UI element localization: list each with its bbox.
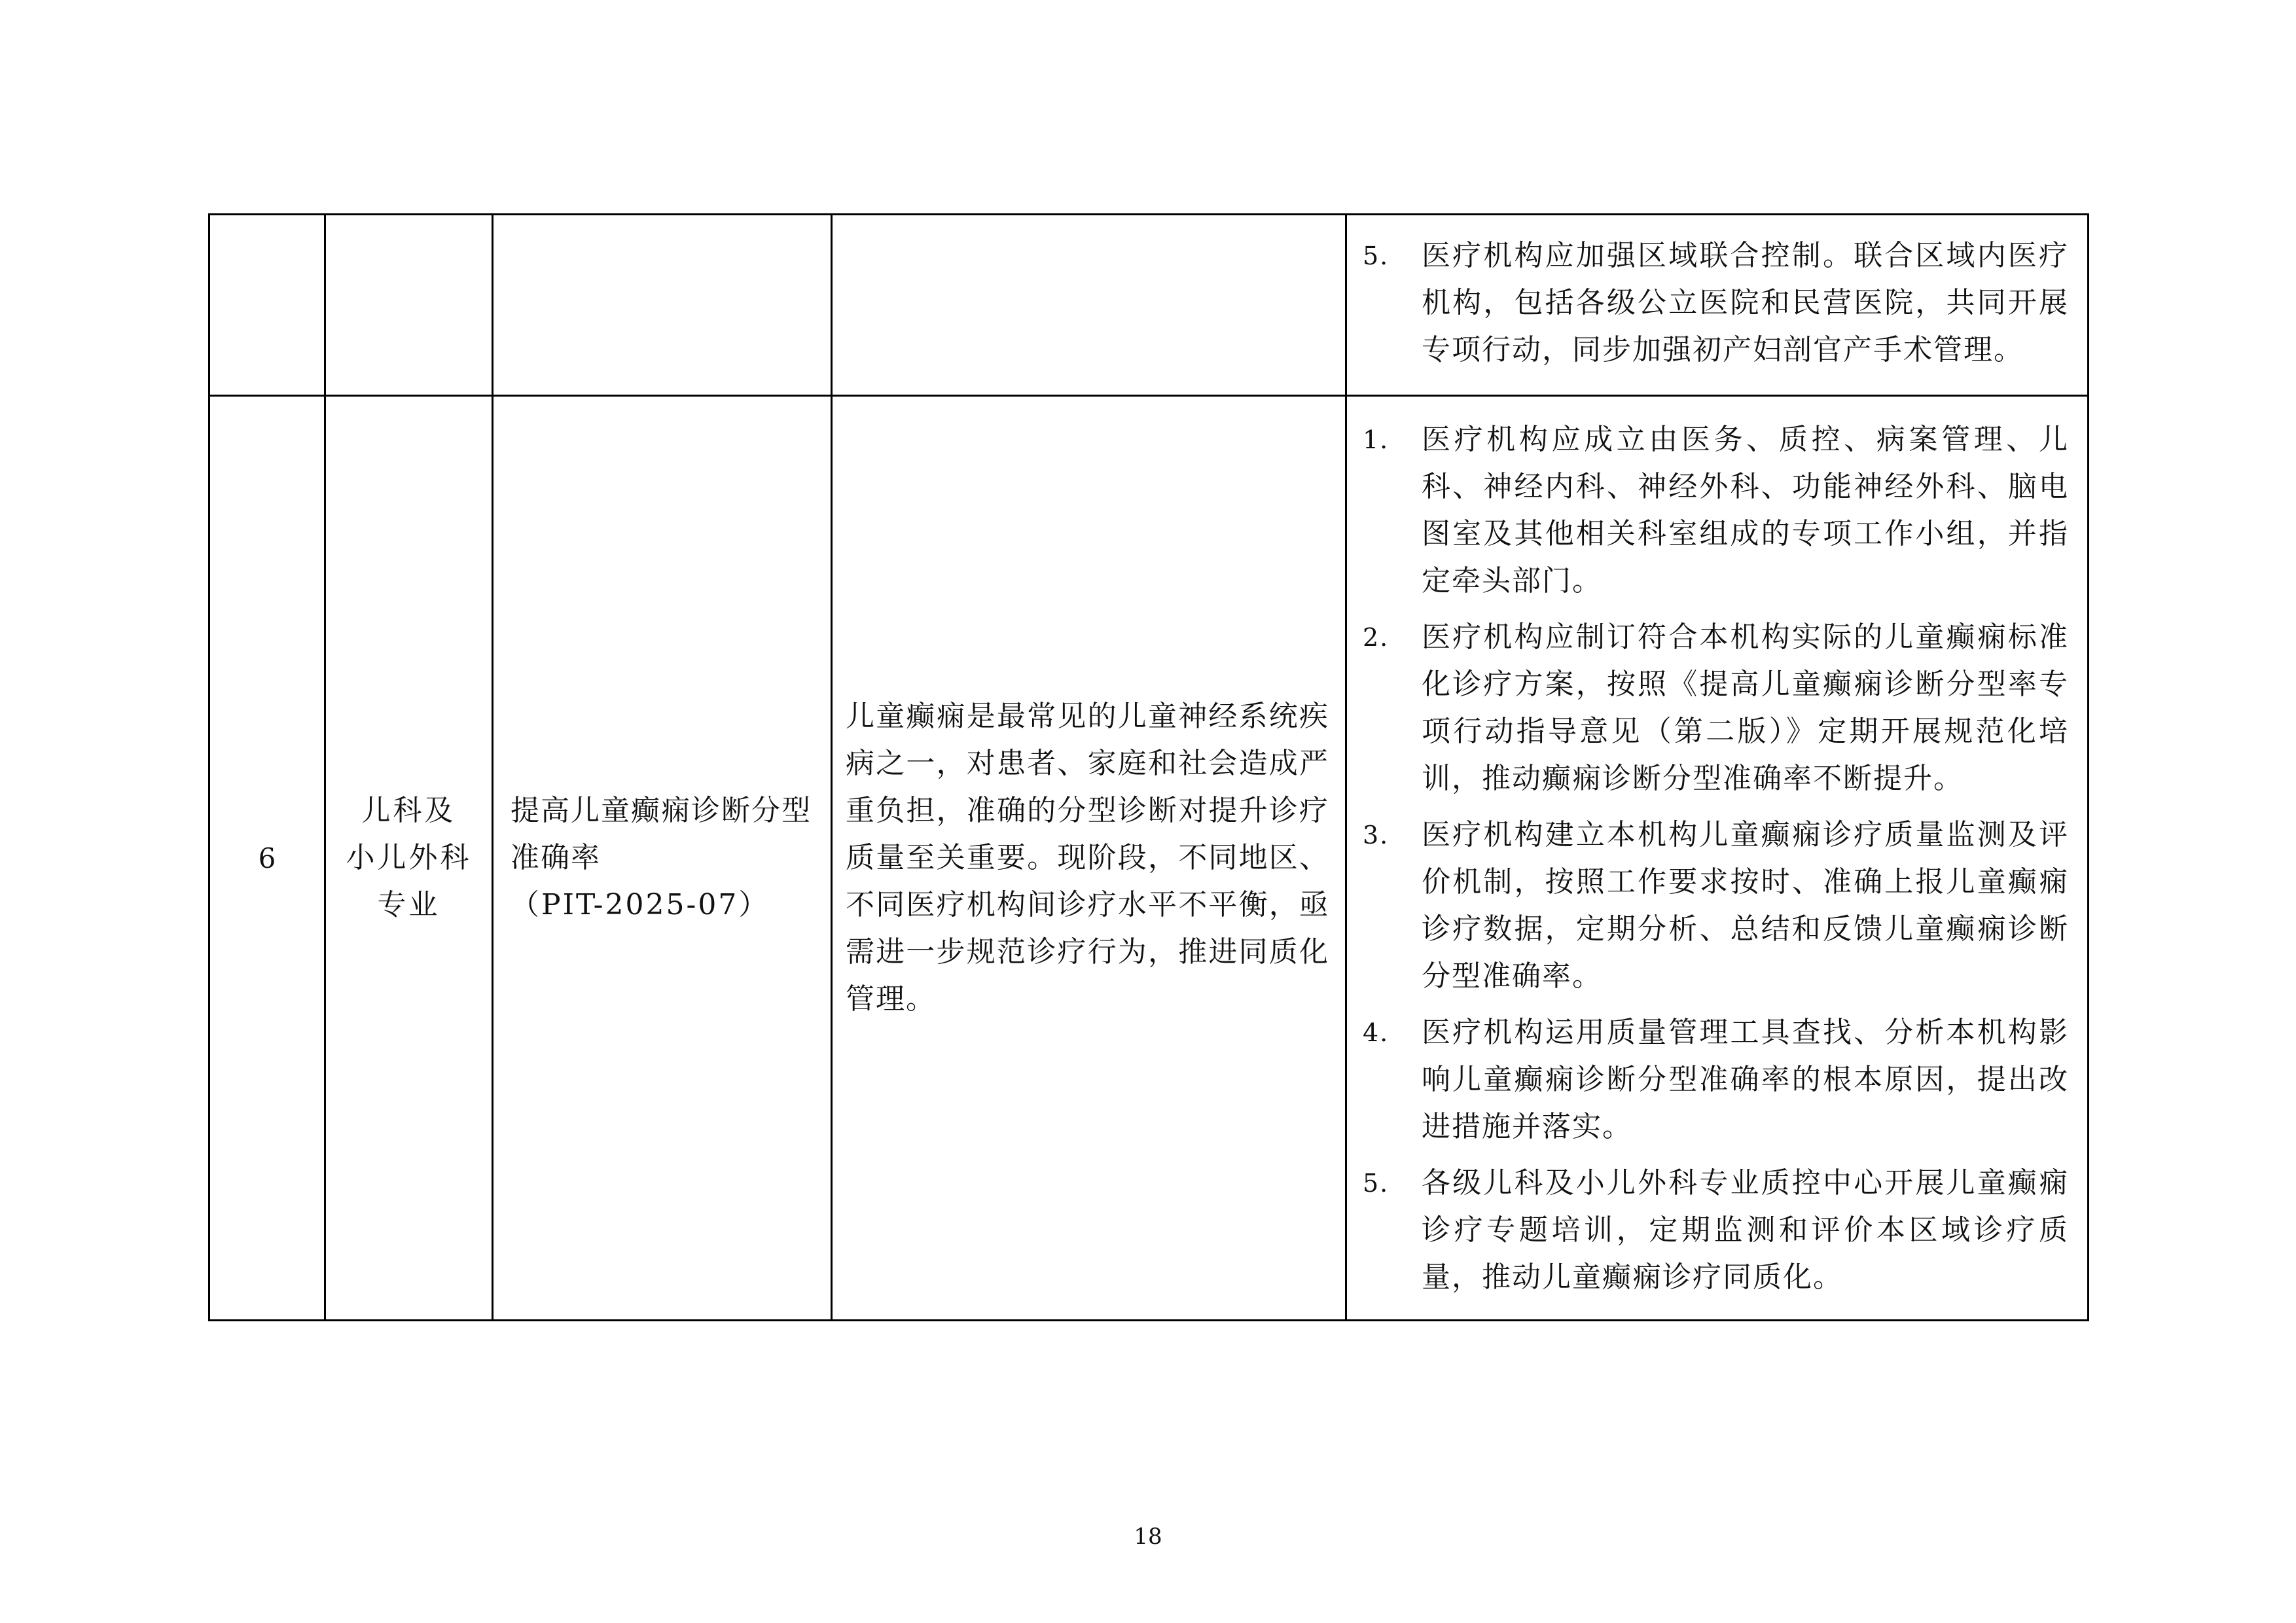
item-text: 各级儿科及小儿外科专业质控中心开展儿童癫痫诊疗专题培训，定期监测和评价本区域诊疗质量，推动儿童癫痫诊疗同质化。 bbox=[1422, 1166, 2069, 1294]
goal-cell bbox=[493, 215, 832, 396]
item-text: 医疗机构建立本机构儿童癫痫诊疗质量监测及评价机制，按照工作要求按时、准确上报儿童癫痫诊疗数据，定期分析、总结和反馈儿童癫痫诊断分型准确率。 bbox=[1422, 818, 2069, 993]
item-text: 医疗机构应加强区域联合控制。联合区域内医疗机构，包括各级公立医院和民营医院，共同开展专项行动，同步加强初产妇剖官产手术管理。 bbox=[1422, 239, 2069, 366]
item-number: 1. bbox=[1363, 425, 1390, 454]
table-row bbox=[209, 396, 2089, 1321]
item-number: 2. bbox=[1363, 623, 1390, 652]
list-item bbox=[1363, 614, 2069, 802]
quality-improvement-table bbox=[208, 213, 2089, 1321]
category-line: 专业 bbox=[377, 888, 440, 921]
item-text: 医疗机构运用质量管理工具查找、分析本机构影响儿童癫痫诊断分型准确率的根本原因，提出改进措施并落实。 bbox=[1422, 1016, 2069, 1143]
category-line: 儿科及 bbox=[361, 794, 456, 827]
goal-code: （PIT-2025-07） bbox=[511, 888, 770, 921]
item-number: 5. bbox=[1363, 241, 1390, 270]
list-item bbox=[1363, 812, 2069, 1000]
category-cell bbox=[325, 396, 493, 1321]
measures-cell bbox=[1346, 215, 2089, 396]
measures-cell bbox=[1346, 396, 2089, 1321]
list-item bbox=[1363, 1160, 2069, 1301]
item-number: 3. bbox=[1363, 821, 1390, 849]
item-number: 5. bbox=[1363, 1169, 1390, 1198]
item-text: 医疗机构应制订符合本机构实际的儿童癫痫标准化诊疗方案，按照《提高儿童癫痫诊断分型率专项行动指导意见（第二版）》定期开展规范化培训，推动癫痫诊断分型准确率不断提升。 bbox=[1422, 620, 2069, 795]
row-number-cell: 6 bbox=[209, 396, 325, 1321]
category-line: 小儿外科 bbox=[346, 841, 472, 874]
item-text: 医疗机构应成立由医务、质控、病案管理、儿科、神经内科、神经外科、功能神经外科、脑电图室及其他相关科室组成的专项工作小组，并指定牵头部门。 bbox=[1422, 423, 2069, 597]
category-cell bbox=[325, 215, 493, 396]
background-cell bbox=[832, 215, 1346, 396]
page-number: 18 bbox=[1134, 1524, 1162, 1550]
measures-list bbox=[1363, 232, 2069, 374]
row-number-cell bbox=[209, 215, 325, 396]
list-item bbox=[1363, 1009, 2069, 1150]
list-item bbox=[1363, 232, 2069, 374]
item-number: 4. bbox=[1363, 1018, 1390, 1047]
list-item bbox=[1363, 416, 2069, 605]
measures-list bbox=[1363, 416, 2069, 1301]
table-row bbox=[209, 215, 2089, 396]
goal-cell bbox=[493, 396, 832, 1321]
background-cell: 儿童癫痫是最常见的儿童神经系统疾病之一，对患者、家庭和社会造成严重负担，准确的分型诊断对提升诊疗质量至关重要。现阶段，不同地区、不同医疗机构间诊疗水平不平衡，亟需进一步规范诊疗行为，推进同质化管理。 bbox=[832, 396, 1346, 1321]
goal-title: 提高儿童癫痫诊断分型准确率 bbox=[511, 794, 812, 874]
